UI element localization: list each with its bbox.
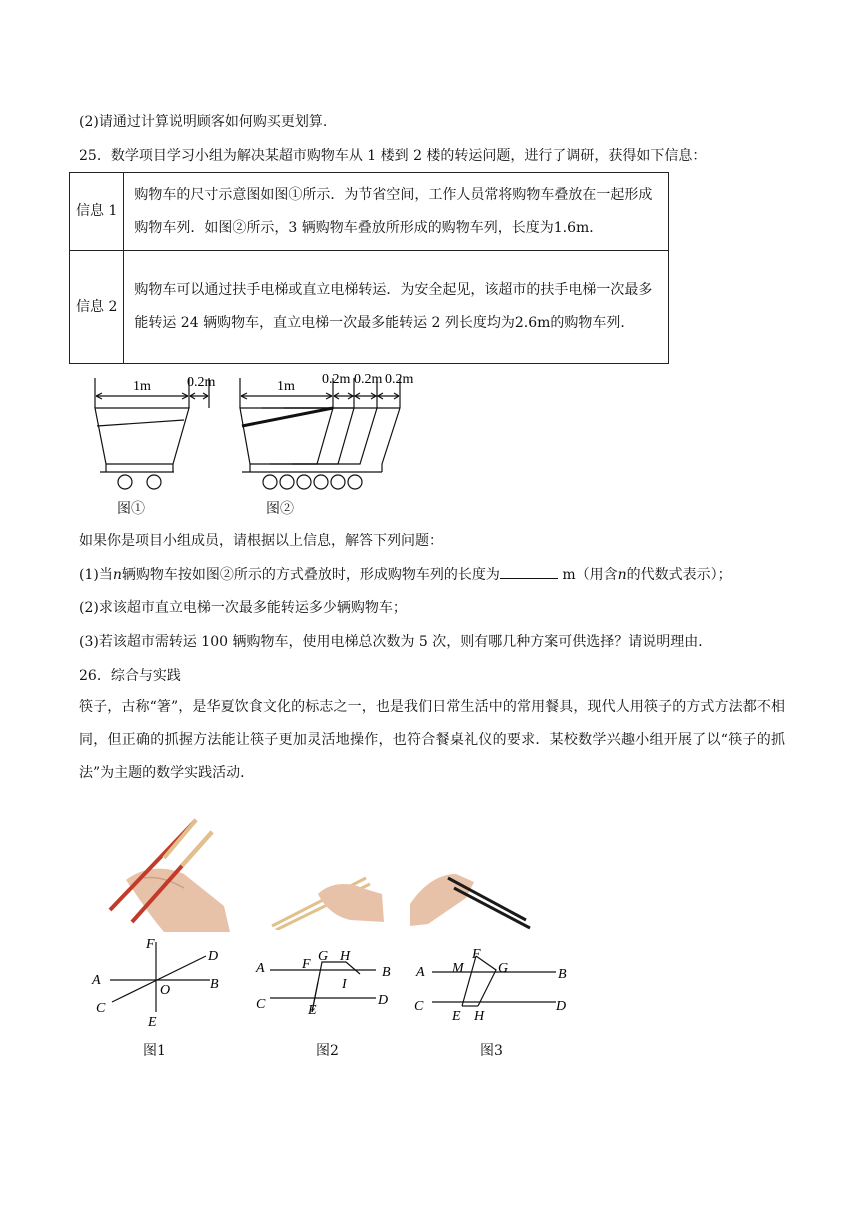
- q1-part-a: (1)当: [79, 567, 113, 583]
- dim-label-02m: 0.2m: [187, 375, 216, 390]
- q26-title: 26．综合与实践: [79, 668, 181, 684]
- dim-label-02m-a: 0.2m: [322, 372, 351, 387]
- label-D: D: [378, 993, 389, 1008]
- label-I: I: [342, 977, 347, 992]
- info-row-1: [70, 173, 669, 251]
- segment-EF: [462, 956, 476, 1006]
- chopstick-black-2: [454, 888, 530, 928]
- q25-stem: 25．数学项目学习小组为解决某超市购物车从 1 楼到 2 楼的转运问题，进行了调研，获得如下信息：: [79, 148, 707, 164]
- info-1-content: 购物车的尺寸示意图如图①所示．为节省空间，工作人员常将购物车叠放在一起形成购物车列．如图②所示，3 辆购物车叠放所形成的购物车列，长度为1.6m．: [124, 173, 669, 251]
- label-G: G: [498, 961, 509, 976]
- q1-part-d: 的代数式表示）；: [626, 567, 732, 583]
- q25-question-1: [79, 564, 732, 585]
- geo-fig2-caption: 图2: [316, 1043, 339, 1059]
- chopstick-tip-2: [182, 832, 212, 866]
- var-n: n: [112, 567, 122, 583]
- label-E: E: [308, 1003, 317, 1018]
- label-M: M: [452, 961, 464, 976]
- label-F: F: [302, 957, 311, 972]
- label-F: F: [472, 947, 481, 962]
- cart-wheel: [331, 475, 345, 489]
- geometry-figure-2: [252, 946, 404, 1022]
- geometry-figure-1: [88, 936, 238, 1026]
- label-D: D: [556, 999, 567, 1014]
- chopstick-tip-1: [164, 820, 196, 858]
- geo-fig3-caption: 图3: [480, 1043, 503, 1059]
- cart-figure-1: [88, 368, 218, 518]
- cart-basket: [95, 408, 189, 464]
- label-C: C: [414, 999, 424, 1014]
- q25-prompt: 如果你是项目小组成员，请根据以上信息，解答下列问题：: [79, 533, 443, 549]
- cart-wheel: [297, 475, 311, 489]
- answer-blank: [500, 564, 558, 579]
- hand-shape: [410, 874, 474, 926]
- info-1-header: 信息 1: [70, 173, 124, 251]
- q1-part-b: 辆购物车按如图②所示的方式叠放时，形成购物车列的长度为: [121, 567, 500, 583]
- geometry-figure-3: [410, 944, 580, 1022]
- label-F: F: [146, 937, 155, 952]
- label-B: B: [558, 967, 567, 982]
- dim-label-1m: 1m: [277, 379, 295, 394]
- cart-basket-2: [262, 408, 354, 464]
- label-G: G: [318, 949, 329, 964]
- label-H: H: [474, 1009, 485, 1022]
- info-2-header: 信息 2: [70, 251, 124, 364]
- q25-question-3: (3)若该超市需转运 100 辆购物车，使用电梯总次数为 5 次，则有哪几种方案可供选择？请说明理由．: [79, 634, 713, 650]
- fig1-caption: 图①: [117, 501, 145, 517]
- label-E: E: [148, 1015, 157, 1026]
- cart-figure-2: [232, 368, 422, 518]
- cart-wheel: [118, 475, 132, 489]
- cart-wheel: [263, 475, 277, 489]
- info-row-2: [70, 251, 669, 364]
- dim-label-1m: 1m: [133, 379, 151, 394]
- label-O: O: [160, 983, 171, 998]
- chopsticks-photo-1: [104, 818, 230, 932]
- cart-wheel: [280, 475, 294, 489]
- q24-part2: (2)请通过计算说明顾客如何购买更划算.: [79, 114, 328, 130]
- info-2-content: 购物车可以通过扶手电梯或直立电梯转运．为安全起见，该超市的扶手电梯一次最多能转运 24 辆购物车，直立电梯一次最多能转运 2 列长度均为2.6m的购物车列．: [124, 251, 669, 364]
- line-CD: [112, 956, 206, 1002]
- label-C: C: [256, 997, 266, 1012]
- dim-label-02m-b: 0.2m: [354, 372, 383, 387]
- cart-wheel: [348, 475, 362, 489]
- var-n: n: [617, 567, 627, 583]
- label-A: A: [256, 961, 265, 976]
- label-B: B: [382, 965, 391, 980]
- path-F-G-H: [476, 956, 496, 1006]
- chopsticks-photo-2: [270, 874, 386, 930]
- cart-wheel: [314, 475, 328, 489]
- cart-wheel: [147, 475, 161, 489]
- fig2-caption: 图②: [266, 501, 294, 517]
- cart-stack-line: [242, 408, 333, 426]
- q1-part-c: m（用含: [562, 567, 618, 583]
- chopsticks-photo-3: [408, 868, 532, 930]
- info-table: [69, 172, 669, 364]
- label-B: B: [210, 977, 219, 992]
- q26-paragraph: 筷子，古称“箸”，是华夏饮食文化的标志之一，也是我们日常生活中的常用餐具，现代人用筷子的方式方法都不相同，但正确的抓握方法能让筷子更加灵活地操作，也符合餐桌礼仪的要求．某校数学兴趣小组开展了以“筷子的抓法”为主题的数学实践活动．: [79, 699, 785, 781]
- q25-question-2: (2)求该超市直立电梯一次最多能转运多少辆购物车；: [79, 600, 407, 616]
- hand-shape: [318, 884, 384, 922]
- label-A: A: [92, 973, 101, 988]
- geo-fig1-caption: 图1: [143, 1043, 166, 1059]
- cart-basket-line: [97, 420, 184, 426]
- label-E: E: [452, 1009, 461, 1022]
- label-D: D: [208, 949, 219, 964]
- cart-handle: [382, 408, 400, 464]
- label-A: A: [416, 965, 425, 980]
- dim-label-02m-c: 0.2m: [385, 372, 414, 387]
- label-C: C: [96, 1001, 106, 1016]
- label-H: H: [340, 949, 351, 964]
